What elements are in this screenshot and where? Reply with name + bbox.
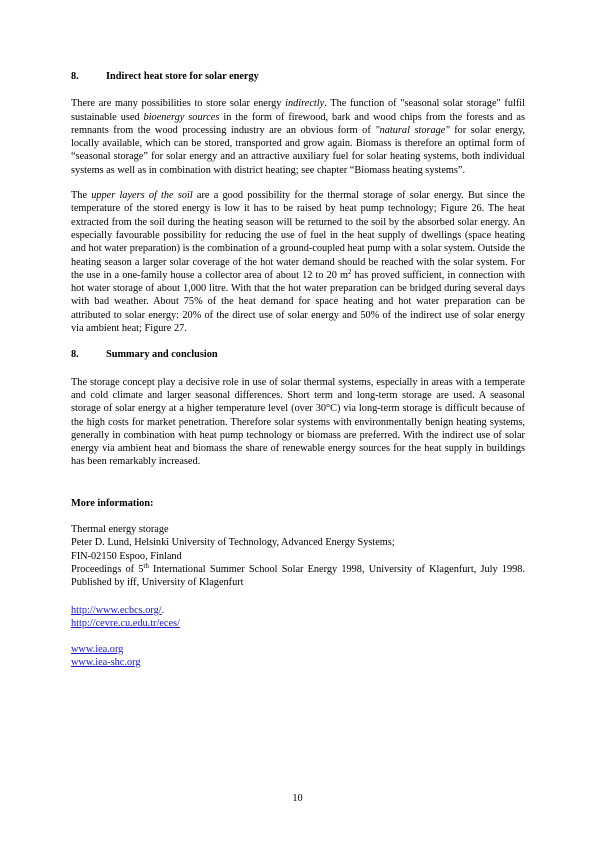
emphasis-text: "natural storage"	[375, 124, 450, 136]
emphasis-text: upper layers of the soil	[91, 190, 193, 202]
superscript: 2	[347, 267, 352, 276]
links-section	[71, 604, 525, 670]
reference-title: Thermal energy storage	[71, 524, 169, 536]
text-run: . The function of "seasonal solar storage" fulfil sustainable used	[71, 98, 526, 123]
superscript: th	[143, 561, 149, 570]
link-iea[interactable]: www.iea.org	[71, 644, 124, 656]
text-run: in the form of firewood, bark and wood chips from the forests and as remnants from the wood processing industry are an obvious form of	[71, 111, 525, 136]
links-group-1	[71, 604, 525, 631]
text-run: for solar energy, locally available, which can be stored, transported and grow again. Biomass is therefore an optimal form of “seasonal storage” for solar energy and an attractive auxiliary fuel for solar heating systems, both individual systems as well as in combination with district heating; see chapter “Biomass heating systems”.	[71, 124, 526, 176]
link-iea-shc[interactable]: www.iea-shc.org	[71, 657, 141, 669]
more-information-title: More information:	[71, 497, 154, 509]
section-heading-summary	[71, 348, 525, 361]
links-group-2	[71, 643, 525, 670]
reference-author: Peter D. Lund, Helsinki University of Technology, Advanced Energy Systems;	[71, 537, 395, 549]
link-text: http://www.ecbcs.org/	[71, 604, 162, 616]
paragraph-indirect-storage	[71, 97, 525, 177]
emphasis-text: indirectly	[285, 98, 325, 110]
text-run: are a good possibility for the thermal storage of solar energy. But since the temperature of the stored energy is low it has to be raised by heat pump technology; Figure 26. The heat extracted from the soil during the heating season will be returned to the soil by the absorbed solar energy. An especially favourable possibility for reducing the use of fuel in the heat supply of dwellings (space heating and hot water preparation) is the combination of a ground-coupled heat pump with a solar system. Outside the heating season a larger solar coverage of the hot water demand should be reached with the solar system. For the use in a one-family house a collector area of about 12 to 20 m	[71, 190, 525, 281]
link-ecbcs[interactable]	[71, 605, 162, 616]
section-number: 8.	[71, 349, 79, 361]
reference-proceedings	[71, 563, 525, 590]
link-suffix: .	[161, 604, 165, 616]
page-number: 10	[292, 793, 303, 804]
text-run: There are many possibilities to store solar energy	[71, 98, 286, 110]
section-heading-indirect-heat-store	[71, 70, 525, 83]
more-information-heading	[71, 497, 525, 510]
reference-location: FIN-02150 Espoo, Finland	[71, 550, 182, 562]
paragraph-summary: The storage concept play a decisive role in use of solar thermal systems, especially in areas with a temperate and cold climate and larger seasonal differences. Short term and long-term storage are used. A seasonal storage of solar energy at a higher temperature level (over 30°C) via long-term storage is difficult because of the high costs for market penetration. Therefore solar systems with environmentally benign heating systems, generally in combination with heat pump technology or biomass are preferred. With the indirect use of solar energy via ambient heat and biomass the share of renewable energy sources for the heat supply in buildings has been remarkably increased.	[71, 376, 525, 468]
section-title: Indirect heat store for solar energy	[106, 71, 259, 82]
paragraph-soil-storage	[71, 189, 525, 335]
text-run: has proved sufficient, in connection with hot water storage of about 1,000 litre. With that the hot water preparation can be bridged during several days with bad weather. About 75% of the heat demand for space heating and hot water preparation can be attributed to solar energy: 20% of the direct use of solar energy and 50% of the indirect use of solar energy via ambient heat; Figure 27.	[71, 269, 525, 335]
text-run: Proceedings of 5	[71, 563, 144, 575]
section-number: 8.	[71, 71, 79, 82]
text-run: International Summer School Solar Energy 1998, University of Klagenfurt, July 1998. Published by iff, University of Klagenfurt	[71, 563, 525, 589]
document-page	[71, 70, 525, 670]
emphasis-text: bioenergy sources	[143, 111, 220, 123]
reference-block	[71, 523, 525, 589]
section-title: Summary and conclusion	[106, 349, 218, 361]
link-eces[interactable]: http://cevre.cu.edu.tr/eces/	[71, 617, 180, 629]
text-run: The	[71, 190, 92, 202]
